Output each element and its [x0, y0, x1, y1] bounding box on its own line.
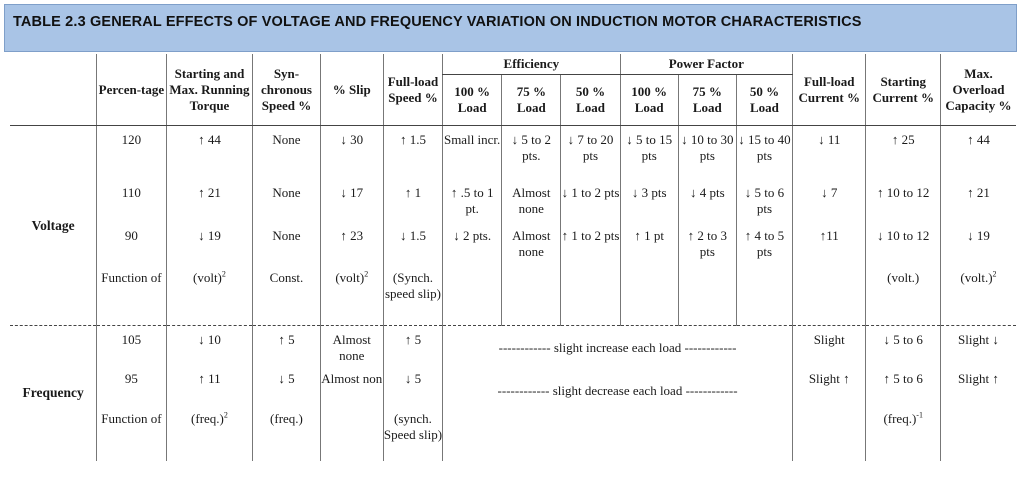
cell: ↓ 7 to 20 pts — [561, 126, 620, 185]
cell: 105 — [97, 326, 166, 371]
cell: ↑ 44 — [940, 126, 1016, 185]
cell: Slight ↑ — [793, 371, 866, 411]
cell: ↓ 10 to 30 pts — [678, 126, 736, 185]
cell — [320, 411, 383, 461]
cell: 120 — [97, 126, 166, 185]
cell: None — [253, 126, 320, 185]
table-title: TABLE 2.3 GENERAL EFFECTS OF VOLTAGE AND FREQUENCY VARIATION ON INDUCTION MOTOR CHARACTERISTICS — [13, 14, 862, 30]
cell: ↑ 11 — [166, 371, 253, 411]
cell: ↓ 2 pts. — [443, 228, 502, 270]
cell: Almost none — [320, 326, 383, 371]
cell: (volt)$^2$ — [320, 270, 383, 326]
cell: ↑ 1.5 — [383, 126, 442, 185]
cell: None — [253, 228, 320, 270]
group-label-voltage: Voltage — [31, 217, 75, 233]
cell: ↓ 5 — [253, 371, 320, 411]
cell: ↑ 25 — [866, 126, 940, 185]
cell: ↑ 2 to 3 pts — [678, 228, 736, 270]
cell: ↑11 — [793, 228, 866, 270]
cell — [620, 270, 678, 326]
cell: 90 — [97, 228, 166, 270]
cell — [736, 270, 792, 326]
cell: ↓ 11 — [793, 126, 866, 185]
header-full-load-current: Full-load Current % — [793, 54, 866, 126]
table-title-bar — [4, 4, 1017, 52]
header-pf-50: 50 % Load — [736, 75, 792, 126]
cell: (synch. Speed slip) — [383, 411, 442, 461]
cell: ↑ 21 — [166, 185, 253, 228]
cell — [793, 411, 866, 461]
span-note-increase: ------------ slight increase each load ------------ — [443, 326, 793, 371]
cell: ↑ 5 — [253, 326, 320, 371]
cell: ↑ 4 to 5 pts — [736, 228, 792, 270]
header-starting-current: Starting Current % — [866, 54, 940, 126]
table-row — [10, 185, 1016, 228]
cell: (volt)$^2$ — [166, 270, 253, 326]
cell: ↑ 5 — [383, 326, 442, 371]
cell: Const. — [253, 270, 320, 326]
cell: Almost none — [502, 228, 561, 270]
motor-characteristics-table — [10, 54, 1016, 461]
cell: Slight ↑ — [940, 371, 1016, 411]
cell: Slight ↓ — [940, 326, 1016, 371]
cell: (volt.)$^2$ — [940, 270, 1016, 326]
table-row — [10, 371, 1016, 411]
header-pf-100: 100 % Load — [620, 75, 678, 126]
cell: (volt.) — [866, 270, 940, 326]
span-note-decrease: ------------ slight decrease each load ------------ — [443, 371, 793, 411]
cell: ↑ 23 — [320, 228, 383, 270]
table-row-function — [10, 270, 1016, 326]
cell: ↓ 4 pts — [678, 185, 736, 228]
cell: ↓ 19 — [166, 228, 253, 270]
cell: None — [253, 185, 320, 228]
cell: ↓ 5 — [383, 371, 442, 411]
cell: ↑ 1 pt — [620, 228, 678, 270]
cell — [561, 270, 620, 326]
function-label: Function of — [97, 411, 166, 461]
cell: ↓ 19 — [940, 228, 1016, 270]
cell: ↑ 21 — [940, 185, 1016, 228]
header-power-factor: Power Factor — [620, 54, 792, 75]
header-eff-50: 50 % Load — [561, 75, 620, 126]
cell: (freq.) — [253, 411, 320, 461]
header-eff-75: 75 % Load — [502, 75, 561, 126]
cell: (freq.)$^2$ — [166, 411, 253, 461]
cell: Almost none — [502, 185, 561, 228]
header-full-load-speed: Full-load Speed % — [383, 54, 442, 126]
table-row — [10, 326, 1016, 371]
cell: ↑ .5 to 1 pt. — [443, 185, 502, 228]
cell: 95 — [97, 371, 166, 411]
cell — [502, 270, 561, 326]
group-label-frequency: Frequency — [10, 326, 97, 461]
header-torque: Starting and Max. Running Torque — [166, 54, 253, 126]
cell: ↓ 5 to 6 — [866, 326, 940, 371]
cell: ↓ 1 to 2 pts — [561, 185, 620, 228]
cell: ↓ 1.5 — [383, 228, 442, 270]
cell: ↓ 5 to 6 pts — [736, 185, 792, 228]
cell: ↑ 1 to 2 pts — [561, 228, 620, 270]
cell: Almost non — [320, 371, 383, 411]
cell — [443, 411, 793, 461]
table-row — [10, 126, 1016, 185]
table-row-function — [10, 411, 1016, 461]
cell: ↑ 44 — [166, 126, 253, 185]
cell: ↑ 1 — [383, 185, 442, 228]
cell: ↓ 5 to 15 pts — [620, 126, 678, 185]
header-percentage: Percen-tage — [97, 54, 166, 126]
cell: ↓ 3 pts — [620, 185, 678, 228]
cell — [443, 270, 502, 326]
header-slip: % Slip — [320, 54, 383, 126]
cell: ↓ 7 — [793, 185, 866, 228]
cell: ↓ 17 — [320, 185, 383, 228]
cell — [678, 270, 736, 326]
cell: ↓ 30 — [320, 126, 383, 185]
header-max-overload: Max. Overload Capacity % — [940, 54, 1016, 126]
cell: ↑ 5 to 6 — [866, 371, 940, 411]
cell: ↓ 5 to 2 pts. — [502, 126, 561, 185]
header-corner — [10, 54, 97, 126]
cell — [793, 270, 866, 326]
function-label: Function of — [97, 270, 166, 326]
cell: 110 — [97, 185, 166, 228]
cell: ↓ 10 to 12 — [866, 228, 940, 270]
cell: Small incr. — [443, 126, 502, 185]
cell: (Synch. speed slip) — [383, 270, 442, 326]
cell: Slight — [793, 326, 866, 371]
cell: (freq.)$^{-1}$ — [866, 411, 940, 461]
cell: ↓ 10 — [166, 326, 253, 371]
header-efficiency: Efficiency — [443, 54, 621, 75]
header-pf-75: 75 % Load — [678, 75, 736, 126]
table-row — [10, 228, 1016, 270]
cell: ↓ 15 to 40 pts — [736, 126, 792, 185]
header-sync-speed: Syn-chronous Speed % — [253, 54, 320, 126]
cell: ↑ 10 to 12 — [866, 185, 940, 228]
header-eff-100: 100 % Load — [443, 75, 502, 126]
cell — [940, 411, 1016, 461]
